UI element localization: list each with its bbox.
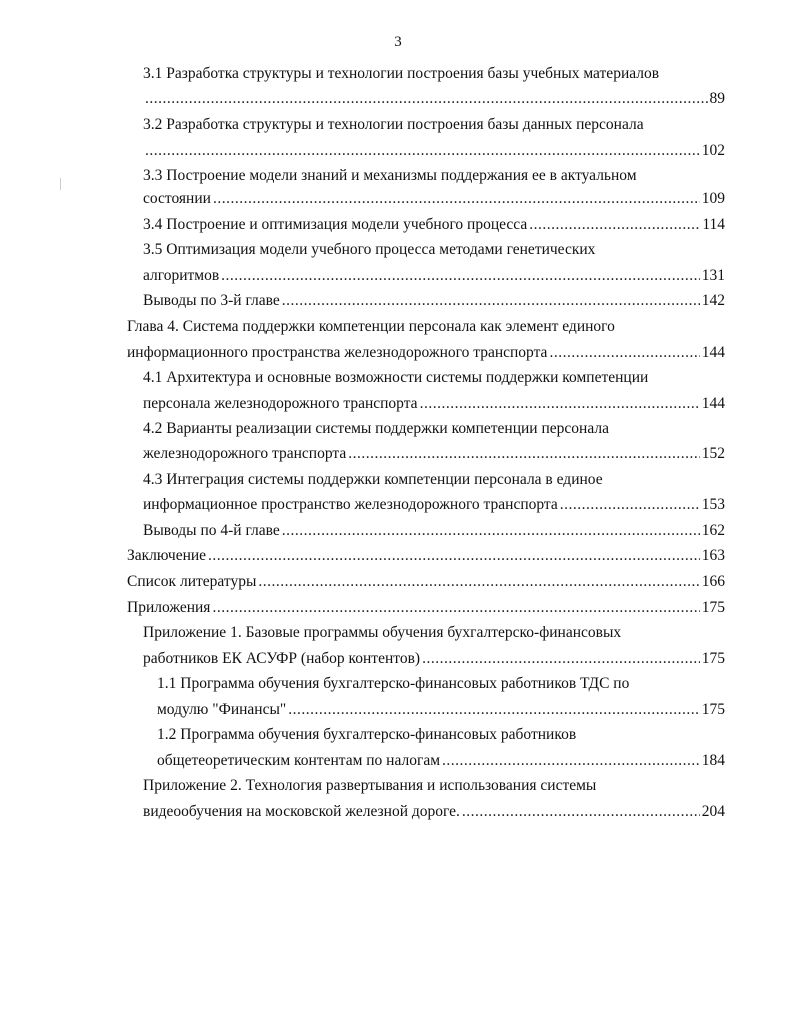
toc-appendix-1-leader[interactable] (143, 649, 725, 669)
toc-chapter-4-title: Глава 4. Система поддержки компетенции персонала как элемент единого (127, 318, 615, 335)
toc-page-number: 175 (701, 650, 725, 667)
toc-entry-references[interactable] (127, 572, 725, 592)
toc-entry-3-1-leader[interactable] (143, 89, 725, 109)
toc-text: Заключение (127, 547, 207, 564)
toc-entry-4-2-title: 4.2 Варианты реализации системы поддержки компетенции персонала (143, 420, 609, 437)
toc-page-number: 102 (701, 142, 725, 159)
toc-text: модулю "Финансы" (157, 701, 287, 718)
toc-entry-3-5-leader[interactable] (143, 266, 725, 286)
toc-page-number: 114 (702, 216, 725, 233)
page-number: 3 (394, 34, 402, 50)
toc-entry-4-3-leader[interactable] (143, 495, 725, 515)
margin-mark (60, 178, 61, 190)
toc-entry-3-3-title: 3.3 Построение модели знаний и механизмы поддержания ее в актуальном (143, 167, 637, 184)
dot-leader (288, 700, 700, 720)
dot-leader (145, 141, 700, 161)
toc-entry-3-5-title: 3.5 Оптимизация модели учебного процесса методами генетических (143, 241, 596, 258)
toc-text: персонала железнодорожного транспорта (143, 395, 418, 412)
toc-text: Приложения (127, 599, 211, 616)
toc-entry-3-2-leader[interactable] (143, 141, 725, 161)
dot-leader (462, 802, 700, 822)
toc-entry-1-1-title: 1.1 Программа обучения бухгалтерско-финансовых работников ТДС по (157, 675, 630, 692)
toc-text: информационного пространства железнодорожного транспорта (127, 344, 548, 361)
toc-text: общетеоретическим контентам по налогам (157, 752, 441, 769)
dot-leader (420, 394, 700, 414)
toc-page-number: 142 (701, 292, 725, 309)
dot-leader (549, 343, 699, 363)
toc-appendix-2-leader[interactable] (143, 802, 725, 822)
toc-entry-4-1-leader[interactable] (143, 394, 725, 414)
toc-entry-1-1-leader[interactable] (157, 700, 725, 720)
toc-page-number: 144 (701, 344, 725, 361)
toc-appendix-1-title: Приложение 1. Базовые программы обучения бухгалтерско-финансовых (143, 624, 622, 641)
dot-leader (208, 546, 700, 566)
toc-entry-3-3-leader[interactable] (143, 189, 725, 209)
toc-entry-1-2-title: 1.2 Программа обучения бухгалтерско-финансовых работников (157, 726, 577, 743)
toc-entry-conclusions-4[interactable] (143, 521, 725, 541)
toc-page-number: 153 (701, 496, 725, 513)
toc-text: работников ЕК АСУФР (набор контентов) (143, 650, 421, 667)
toc-page-number: 204 (701, 803, 725, 820)
toc-text: железнодорожного транспорта (143, 445, 347, 462)
dot-leader (145, 89, 708, 109)
toc-page-number: 184 (701, 752, 725, 769)
dot-leader (212, 598, 699, 618)
dot-leader (282, 521, 700, 541)
toc-entry-3-1-title: 3.1 Разработка структуры и технологии построения базы учебных материалов (143, 65, 660, 82)
toc-entry-1-2-leader[interactable] (157, 751, 725, 771)
toc-text: Выводы по 3-й главе (143, 292, 280, 309)
toc-text: 3.4 Построение и оптимизация модели учебного процесса (143, 216, 528, 233)
toc-page-number: 89 (709, 90, 725, 107)
dot-leader (221, 266, 700, 286)
toc-page-number: 144 (701, 395, 725, 412)
toc-entry-conclusions-3[interactable] (143, 291, 725, 311)
toc-page-number: 109 (701, 190, 725, 207)
toc-text: состоянии (143, 190, 211, 207)
dot-leader (282, 291, 700, 311)
toc-entry-4-2-leader[interactable] (143, 444, 725, 464)
dot-leader (560, 495, 700, 515)
toc-page-number: 131 (701, 267, 725, 284)
toc-page-number: 162 (701, 522, 725, 539)
toc-entry-3-4[interactable] (143, 215, 725, 235)
toc-entry-appendices[interactable] (127, 598, 725, 618)
toc-page-number: 175 (701, 599, 725, 616)
toc-entry-3-2-title: 3.2 Разработка структуры и технологии построения базы данных персонала (143, 116, 644, 133)
dot-leader (348, 444, 700, 464)
toc-page-number: 152 (701, 445, 725, 462)
toc-page-number: 175 (701, 701, 725, 718)
toc-entry-4-3-title: 4.3 Интеграция системы поддержки компетенции персонала в единое (143, 471, 603, 488)
toc-entry-conclusion[interactable] (127, 546, 725, 566)
dot-leader (213, 189, 700, 209)
toc-text: видеообучения на московской железной дороге. (143, 803, 460, 820)
toc-page-number: 163 (701, 547, 725, 564)
toc-text: Выводы по 4-й главе (143, 522, 280, 539)
dot-leader (442, 751, 700, 771)
toc-appendix-2-title: Приложение 2. Технология развертывания и использования системы (143, 777, 597, 794)
toc-text: информационное пространство железнодорожного транспорта (143, 496, 558, 513)
toc-chapter-4-leader[interactable] (127, 343, 725, 363)
toc-text: Список литературы (127, 573, 257, 590)
toc-text: алгоритмов (143, 267, 220, 284)
dot-leader (529, 215, 700, 235)
toc-page-number: 166 (701, 573, 725, 590)
dot-leader (422, 649, 700, 669)
toc-entry-4-1-title: 4.1 Архитектура и основные возможности системы поддержки компетенции (143, 369, 649, 386)
dot-leader (258, 572, 699, 592)
